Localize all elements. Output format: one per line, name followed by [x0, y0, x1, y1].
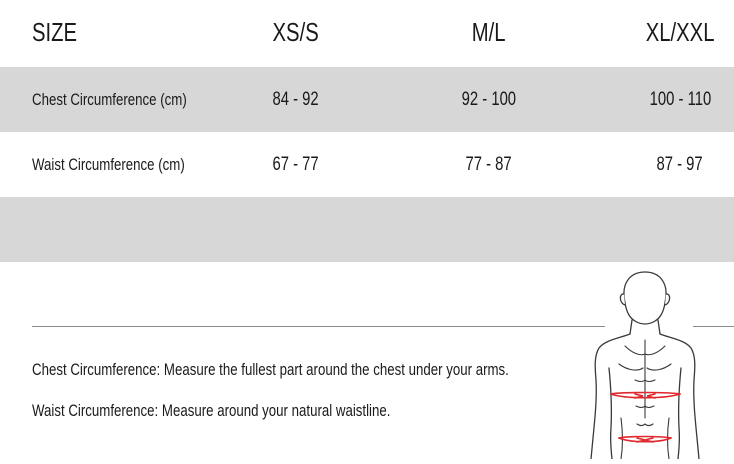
table-header-row	[0, 0, 734, 64]
waist-value-xl-xxl: 87 - 97	[656, 153, 704, 175]
chest-value-m-l: 92 - 100	[461, 88, 517, 110]
torso-measurement-icon	[585, 268, 705, 459]
size-header-m-l: M/L	[472, 16, 506, 47]
waist-value-xs-s: 67 - 77	[272, 153, 320, 175]
waist-value-m-l: 77 - 87	[465, 153, 513, 175]
empty-shaded-row	[0, 197, 734, 262]
size-header-text: SIZE	[32, 16, 78, 47]
size-header-xs-s: XS/S	[272, 16, 320, 47]
chest-value-xl-xxl: 100 - 110	[649, 88, 711, 110]
waist-row-label: Waist Circumference (cm)	[32, 154, 185, 174]
waist-measure-note: Waist Circumference: Measure around your natural waistline.	[32, 401, 391, 420]
divider-line-left	[32, 326, 605, 327]
size-header	[32, 0, 272, 64]
chest-row-label: Chest Circumference (cm)	[32, 89, 187, 109]
chest-row	[0, 67, 734, 132]
chest-measure-note: Chest Circumference: Measure the fullest part around the chest under your arms.	[32, 360, 509, 379]
chest-value-xs-s: 84 - 92	[272, 88, 320, 110]
waist-row	[0, 132, 734, 197]
size-header-xl-xxl: XL/XXL	[645, 16, 715, 47]
